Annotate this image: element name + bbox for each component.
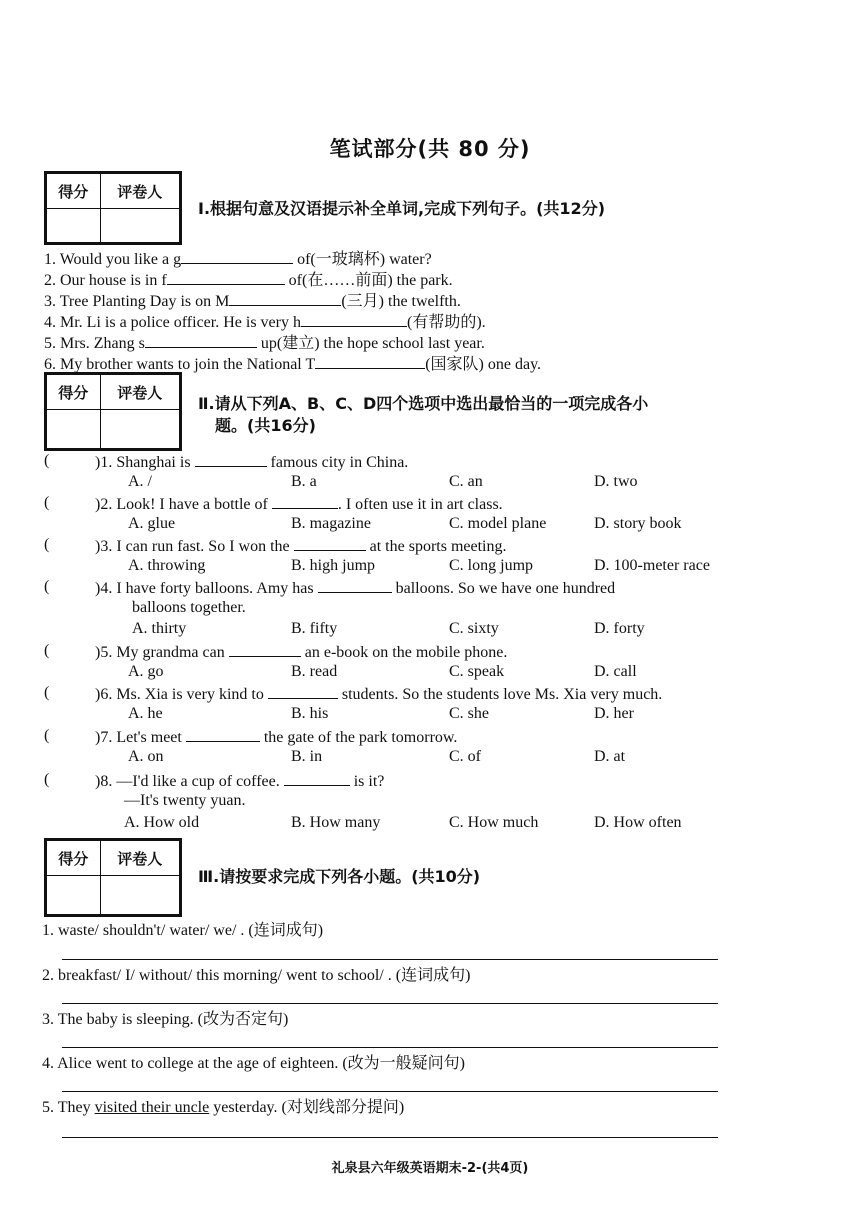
option-b[interactable]: B. a — [291, 473, 317, 490]
section-1-heading: Ⅰ.根据句意及汉语提示补全单词,完成下列句子。(共12分) — [198, 199, 606, 218]
option-b[interactable]: B. magazine — [291, 515, 371, 532]
mc-question-4-continued: balloons together. — [132, 599, 246, 616]
option-a[interactable]: A. on — [128, 748, 164, 765]
option-d[interactable]: D. 100-meter race — [594, 557, 710, 574]
rewrite-task-1: 1. waste/ shouldn't/ water/ we/ . (连词成句) — [42, 922, 324, 939]
underlined-phrase: visited their uncle — [94, 1099, 210, 1116]
page-title: 笔试部分(共 80 分) — [329, 137, 531, 161]
answer-blank — [318, 578, 392, 593]
score-cell[interactable] — [47, 410, 101, 449]
answer-blank — [284, 771, 350, 786]
page-footer: 礼泉县六年级英语期末-2-(共4页) — [331, 1161, 529, 1176]
section-2-heading-line2: 题。(共16分) — [215, 416, 316, 435]
section-2-heading-line1: Ⅱ.请从下列A、B、C、D四个选项中选出最恰当的一项完成各小 — [198, 394, 649, 413]
answer-bracket[interactable]: ( — [44, 727, 50, 744]
score-box — [44, 372, 182, 451]
answer-line[interactable] — [62, 1047, 718, 1048]
answer-bracket[interactable]: ( — [44, 494, 50, 511]
answer-bracket[interactable]: ( — [44, 684, 50, 701]
score-box — [44, 838, 182, 917]
mc-question-6: )6. Ms. Xia is very kind to students. So the students love Ms. Xia very much. — [95, 686, 663, 703]
answer-line[interactable] — [62, 1137, 718, 1138]
answer-bracket[interactable]: ( — [44, 771, 50, 788]
answer-blank — [195, 452, 267, 467]
score-label: 得分 — [47, 375, 101, 410]
answer-blank[interactable] — [229, 291, 341, 306]
mc-question-3: )3. I can run fast. So I won the at the sports meeting. — [95, 538, 507, 555]
mc-question-8-continued: —It's twenty yuan. — [124, 792, 246, 809]
mc-question-4: )4. I have forty balloons. Amy has balloons. So we have one hundred — [95, 580, 616, 597]
answer-blank — [186, 727, 260, 742]
option-b[interactable]: B. How many — [291, 814, 381, 831]
section-3-heading: Ⅲ.请按要求完成下列各小题。(共10分) — [198, 867, 481, 886]
option-c[interactable]: C. sixty — [449, 620, 499, 637]
option-a[interactable]: A. glue — [128, 515, 176, 532]
answer-blank[interactable] — [181, 249, 293, 264]
grader-label: 评卷人 — [100, 841, 179, 876]
rewrite-task-5: 5. They visited their uncle yesterday. (对划线部分提问) — [42, 1099, 405, 1116]
fill-sentence-4: 4. Mr. Li is a police officer. He is very h (有帮助的). — [44, 314, 486, 331]
answer-bracket[interactable]: ( — [44, 578, 50, 595]
option-c[interactable]: C. long jump — [449, 557, 534, 574]
option-c[interactable]: C. she — [449, 705, 489, 722]
score-cell[interactable] — [47, 209, 101, 243]
grader-cell[interactable] — [100, 876, 179, 915]
answer-bracket[interactable]: ( — [44, 452, 50, 469]
option-d[interactable]: D. call — [594, 663, 637, 680]
option-b[interactable]: B. fifty — [291, 620, 338, 637]
answer-blank[interactable] — [301, 312, 407, 327]
score-cell[interactable] — [47, 876, 101, 915]
grader-cell[interactable] — [100, 209, 179, 243]
option-c[interactable]: C. How much — [449, 814, 539, 831]
option-a[interactable]: A. / — [128, 473, 152, 490]
option-c[interactable]: C. speak — [449, 663, 505, 680]
answer-line[interactable] — [62, 1091, 718, 1092]
option-a[interactable]: A. he — [128, 705, 163, 722]
grader-cell[interactable] — [100, 410, 179, 449]
rewrite-task-4: 4. Alice went to college at the age of eighteen. (改为一般疑问句) — [42, 1055, 465, 1072]
answer-bracket[interactable]: ( — [44, 642, 50, 659]
score-label: 得分 — [47, 174, 101, 209]
mc-question-1: )1. Shanghai is famous city in China. — [95, 454, 409, 471]
option-c[interactable]: C. an — [449, 473, 483, 490]
answer-line[interactable] — [62, 1003, 718, 1004]
answer-blank — [294, 536, 366, 551]
option-d[interactable]: D. How often — [594, 814, 682, 831]
option-a[interactable]: A. thirty — [132, 620, 187, 637]
option-b[interactable]: B. his — [291, 705, 329, 722]
grader-label: 评卷人 — [100, 174, 179, 209]
mc-question-5: )5. My grandma can an e-book on the mobile phone. — [95, 644, 508, 661]
answer-line[interactable] — [62, 959, 718, 960]
option-a[interactable]: A. throwing — [128, 557, 206, 574]
option-d[interactable]: D. at — [594, 748, 626, 765]
fill-sentence-6: 6. My brother wants to join the National T (国家队) one day. — [44, 356, 542, 373]
mc-question-2: )2. Look! I have a bottle of . I often use it in art class. — [95, 496, 503, 513]
answer-blank — [272, 494, 338, 509]
answer-blank — [229, 642, 301, 657]
option-b[interactable]: B. high jump — [291, 557, 376, 574]
score-label: 得分 — [47, 841, 101, 876]
option-d[interactable]: D. two — [594, 473, 638, 490]
option-c[interactable]: C. model plane — [449, 515, 547, 532]
fill-sentence-2: 2. Our house is in f of(在……前面) the park. — [44, 272, 453, 289]
answer-blank[interactable] — [167, 270, 285, 285]
score-box — [44, 171, 182, 245]
option-d[interactable]: D. forty — [594, 620, 645, 637]
option-d[interactable]: D. story book — [594, 515, 682, 532]
grader-label: 评卷人 — [100, 375, 179, 410]
answer-blank — [268, 684, 338, 699]
rewrite-task-3: 3. The baby is sleeping. (改为否定句) — [42, 1011, 289, 1028]
answer-bracket[interactable]: ( — [44, 536, 50, 553]
option-b[interactable]: B. in — [291, 748, 323, 765]
option-d[interactable]: D. her — [594, 705, 634, 722]
option-a[interactable]: A. go — [128, 663, 164, 680]
mc-question-8: )8. —I'd like a cup of coffee. is it? — [95, 773, 385, 790]
option-b[interactable]: B. read — [291, 663, 338, 680]
option-c[interactable]: C. of — [449, 748, 481, 765]
fill-sentence-3: 3. Tree Planting Day is on M (三月) the twelfth. — [44, 293, 461, 310]
answer-blank[interactable] — [315, 354, 425, 369]
answer-blank[interactable] — [145, 333, 257, 348]
fill-sentence-1: 1. Would you like a g of(一玻璃杯) water? — [44, 251, 432, 268]
fill-sentence-5: 5. Mrs. Zhang s up(建立) the hope school last year. — [44, 335, 485, 352]
mc-question-7: )7. Let's meet the gate of the park tomorrow. — [95, 729, 458, 746]
option-a[interactable]: A. How old — [124, 814, 200, 831]
rewrite-task-2: 2. breakfast/ I/ without/ this morning/ went to school/ . (连词成句) — [42, 967, 471, 984]
